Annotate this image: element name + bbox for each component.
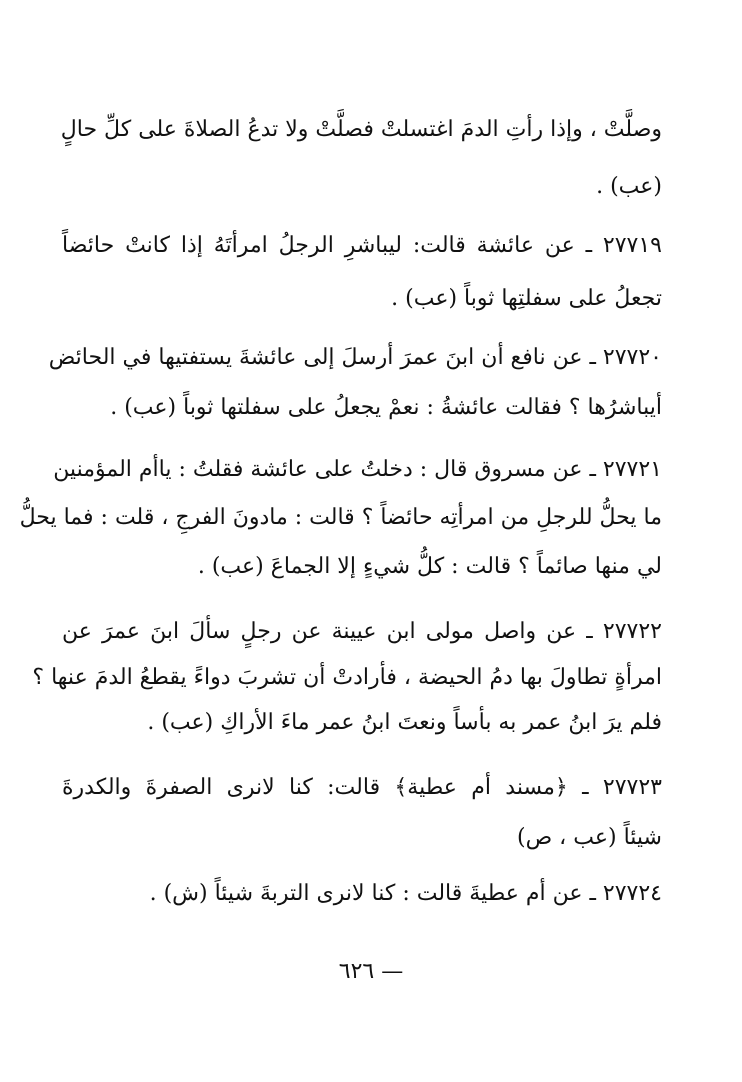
text-line: (عب) . [596, 174, 662, 199]
text-line: شيئاً (عب ، ص) [517, 825, 662, 850]
page-number: — ٦٢٦ [338, 959, 404, 984]
hadith-27724-line: ٢٧٧٢٤ ـ عن أم عطيةَ قالت : كنا لانرى التربةَ شيئاً (ش) . [149, 881, 662, 906]
text-line: تجعلُ على سفلتِها ثوباً (عب) . [391, 286, 662, 311]
hadith-27721-line: ٢٧٧٢١ ـ عن مسروق قال : دخلتُ على عائشة فقلتُ : ياأم المؤمنين [53, 457, 662, 482]
text-line: ما يحلُّ للرجلِ من امرأتِه حائضاً ؟ قالت : مادونَ الفرجِ ، قلت : فما يحلُّ [19, 505, 662, 530]
text-line: امرأةٍ تطاولَ بها دمُ الحيضة ، فأرادتْ أن تشربَ دواءً يقطعُ الدمَ عنها ؟ [32, 665, 662, 690]
hadith-27720-line: ٢٧٧٢٠ ـ عن نافع أن ابنَ عمرَ أرسلَ إلى عائشةَ يستفتيها في الحائض [48, 345, 662, 370]
text-line: وصلَّتْ ، وإذا رأتِ الدمَ اغتسلتْ فصلَّتْ ولا تدعُ الصلاةَ على كلِّ حالٍ [60, 117, 662, 142]
hadith-27722-line: ٢٧٧٢٢ ـ عن واصل مولى ابن عيينة عن رجلٍ سألَ ابنَ عمرَ عن [62, 619, 662, 644]
text-line: لي منها صائماً ؟ قالت : كلُّ شيءٍ إلا الجماعَ (عب) . [197, 554, 662, 579]
text-line: فلم يرَ ابنُ عمر به بأساً ونعتَ ابنُ عمر ماءَ الأراكِ (عب) . [147, 710, 662, 735]
text-line: أيباشرُها ؟ فقالت عائشةُ : نعمْ يجعلُ على سفلتها ثوباً (عب) . [110, 395, 662, 420]
hadith-27719-line: ٢٧٧١٩ ـ عن عائشة قالت: ليباشرِ الرجلُ امرأتَهُ إذا كانتْ حائضاً [62, 233, 662, 258]
hadith-27723-line: ٢٧٧٢٣ ـ ﴿مسند أم عطية﴾ قالت: كنا لانرى الصفرةَ والكدرةَ [62, 775, 662, 800]
